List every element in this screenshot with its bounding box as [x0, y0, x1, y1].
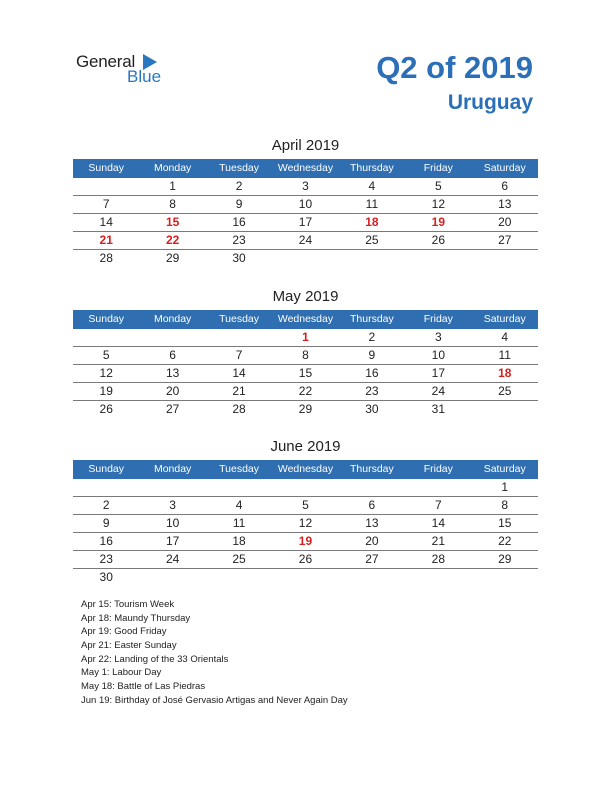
- day-cell: 7: [235, 348, 243, 362]
- empty-day-cell: [339, 479, 405, 496]
- day-cell: 17: [431, 366, 445, 380]
- day-cell: 24: [165, 552, 180, 566]
- day-cell: 28: [232, 402, 246, 416]
- empty-day-cell: [206, 329, 272, 346]
- day-cell: 15: [498, 516, 512, 530]
- day-cell: 1: [302, 330, 309, 344]
- empty-day-cell: [405, 479, 471, 496]
- weekday-monday: Monday: [153, 463, 192, 475]
- month-june: [73, 438, 538, 586]
- day-cell: 15: [298, 366, 313, 380]
- day-cell: 26: [298, 552, 313, 566]
- day-cell: 9: [368, 348, 376, 362]
- day-cell: 27: [498, 233, 512, 247]
- day-cell: 12: [298, 516, 313, 530]
- page-title: Q2 of 2019: [376, 50, 533, 85]
- weekday-thursday: Thursday: [350, 162, 394, 174]
- day-cell: 10: [431, 348, 445, 362]
- month-grid: [73, 329, 538, 418]
- empty-day-cell: [405, 569, 471, 586]
- day-cell: 27: [365, 552, 379, 566]
- day-cell: 21: [232, 384, 246, 398]
- weekday-wednesday: Wednesday: [277, 463, 334, 475]
- day-cell: 7: [434, 498, 442, 512]
- weekday-friday: Friday: [423, 162, 453, 174]
- day-cell: 4: [501, 330, 509, 344]
- empty-day-cell: [272, 479, 338, 496]
- day-cell: 12: [99, 366, 113, 380]
- week-row: [73, 196, 538, 214]
- day-cell: 31: [431, 402, 445, 416]
- month-title: April 2019: [271, 137, 340, 154]
- country-name: Uruguay: [447, 91, 533, 114]
- holiday-notes: [81, 598, 348, 708]
- day-cell: 16: [365, 366, 379, 380]
- day-cell: 22: [298, 384, 313, 398]
- day-cell: 19: [431, 215, 445, 229]
- week-row: [73, 401, 538, 418]
- empty-day-cell: [139, 329, 205, 346]
- day-cell: 26: [431, 233, 445, 247]
- day-cell: 6: [368, 498, 376, 512]
- day-cell: 8: [302, 348, 309, 362]
- weekday-header: [73, 310, 538, 329]
- day-cell: 20: [365, 534, 379, 548]
- logo-word-general: General: [76, 52, 136, 71]
- weekday-monday: Monday: [153, 313, 192, 325]
- day-cell: 25: [365, 233, 379, 247]
- day-cell: 1: [169, 179, 176, 193]
- day-cell: 5: [434, 179, 442, 193]
- holiday-note: May 1: Labour Day: [81, 667, 162, 679]
- day-cell: 18: [498, 366, 512, 380]
- day-cell: 9: [102, 516, 110, 530]
- weekday-saturday: Saturday: [483, 463, 526, 475]
- brand-logo: [76, 52, 186, 92]
- day-cell: 10: [298, 197, 313, 211]
- day-cell: 30: [232, 251, 246, 265]
- week-row: [73, 569, 538, 586]
- day-cell: 12: [431, 197, 445, 211]
- day-cell: 6: [169, 348, 176, 362]
- weekday-thursday: Thursday: [350, 313, 394, 325]
- day-cell: 19: [298, 534, 313, 548]
- empty-day-cell: [405, 250, 471, 267]
- holiday-note: May 18: Battle of Las Piedras: [81, 681, 206, 693]
- day-cell: 15: [165, 215, 180, 229]
- day-cell: 1: [501, 480, 509, 494]
- day-cell: 19: [99, 384, 113, 398]
- empty-day-cell: [139, 569, 205, 586]
- day-cell: 25: [498, 384, 512, 398]
- day-cell: 4: [235, 498, 243, 512]
- empty-day-cell: [206, 479, 272, 496]
- week-row: [73, 365, 538, 383]
- holiday-note: Jun 19: Birthday of José Gervasio Artigas and Never Again Day: [81, 694, 348, 706]
- day-cell: 5: [102, 348, 110, 362]
- day-cell: 14: [99, 215, 113, 229]
- week-row: [73, 250, 538, 267]
- week-row: [73, 533, 538, 551]
- day-cell: 3: [302, 179, 309, 193]
- day-cell: 11: [232, 516, 246, 530]
- day-cell: 17: [165, 534, 180, 548]
- month-may: [73, 288, 538, 418]
- empty-day-cell: [272, 250, 338, 267]
- day-cell: 4: [368, 179, 376, 193]
- weekday-thursday: Thursday: [350, 463, 394, 475]
- day-cell: 23: [365, 384, 379, 398]
- month-april: [73, 137, 538, 267]
- day-cell: 3: [169, 498, 176, 512]
- weekday-monday: Monday: [153, 162, 192, 174]
- weekday-sunday: Sunday: [88, 463, 125, 475]
- day-cell: 28: [99, 251, 113, 265]
- weekday-tuesday: Tuesday: [219, 313, 259, 325]
- week-row: [73, 329, 538, 347]
- week-row: [73, 347, 538, 365]
- week-row: [73, 214, 538, 232]
- weekday-saturday: Saturday: [483, 162, 526, 174]
- day-cell: 24: [431, 384, 445, 398]
- empty-day-cell: [272, 569, 338, 586]
- day-cell: 28: [431, 552, 445, 566]
- week-row: [73, 479, 538, 497]
- day-cell: 11: [498, 348, 511, 362]
- day-cell: 14: [232, 366, 246, 380]
- empty-day-cell: [73, 479, 139, 496]
- day-cell: 26: [99, 402, 113, 416]
- day-cell: 9: [235, 197, 243, 211]
- weekday-sunday: Sunday: [88, 162, 125, 174]
- day-cell: 20: [498, 215, 512, 229]
- week-row: [73, 497, 538, 515]
- day-cell: 30: [365, 402, 379, 416]
- week-row: [73, 383, 538, 401]
- empty-day-cell: [472, 250, 538, 267]
- week-row: [73, 232, 538, 250]
- day-cell: 18: [365, 215, 379, 229]
- week-row: [73, 515, 538, 533]
- day-cell: 6: [501, 179, 509, 193]
- empty-day-cell: [139, 479, 205, 496]
- logo-word-blue: Blue: [127, 67, 162, 86]
- empty-day-cell: [339, 250, 405, 267]
- day-cell: 13: [498, 197, 512, 211]
- day-cell: 16: [232, 215, 246, 229]
- month-title: May 2019: [272, 288, 339, 305]
- empty-day-cell: [472, 401, 538, 418]
- day-cell: 3: [434, 330, 442, 344]
- day-cell: 22: [165, 233, 180, 247]
- day-cell: 2: [368, 330, 376, 344]
- day-cell: 8: [169, 197, 176, 211]
- weekday-saturday: Saturday: [483, 313, 526, 325]
- day-cell: 29: [298, 402, 313, 416]
- day-cell: 5: [302, 498, 309, 512]
- empty-day-cell: [206, 569, 272, 586]
- day-cell: 2: [235, 179, 243, 193]
- weekday-wednesday: Wednesday: [277, 162, 334, 174]
- day-cell: 13: [365, 516, 379, 530]
- weekday-sunday: Sunday: [88, 313, 125, 325]
- empty-day-cell: [73, 329, 139, 346]
- month-title: June 2019: [270, 438, 341, 455]
- empty-day-cell: [472, 569, 538, 586]
- week-row: [73, 551, 538, 569]
- day-cell: 23: [99, 552, 113, 566]
- day-cell: 8: [501, 498, 509, 512]
- day-cell: 27: [165, 402, 180, 416]
- weekday-tuesday: Tuesday: [219, 162, 259, 174]
- week-row: [73, 178, 538, 196]
- month-grid: [73, 178, 538, 267]
- day-cell: 18: [232, 534, 246, 548]
- day-cell: 21: [431, 534, 445, 548]
- day-cell: 23: [232, 233, 246, 247]
- holiday-note: Apr 18: Maundy Thursday: [81, 612, 191, 624]
- empty-day-cell: [339, 569, 405, 586]
- day-cell: 7: [102, 197, 110, 211]
- weekday-header: [73, 159, 538, 178]
- holiday-note: Apr 19: Good Friday: [81, 626, 167, 638]
- holiday-note: Apr 21: Easter Sunday: [81, 640, 177, 652]
- weekday-header: [73, 460, 538, 479]
- day-cell: 24: [298, 233, 313, 247]
- day-cell: 16: [99, 534, 113, 548]
- day-cell: 30: [99, 570, 113, 584]
- day-cell: 21: [99, 233, 113, 247]
- day-cell: 14: [431, 516, 445, 530]
- day-cell: 20: [165, 384, 180, 398]
- weekday-wednesday: Wednesday: [277, 313, 334, 325]
- day-cell: 10: [165, 516, 180, 530]
- day-cell: 29: [165, 251, 180, 265]
- day-cell: 11: [365, 197, 379, 211]
- holiday-note: Apr 15: Tourism Week: [81, 599, 175, 610]
- day-cell: 17: [298, 215, 313, 229]
- day-cell: 22: [498, 534, 512, 548]
- weekday-friday: Friday: [423, 313, 453, 325]
- day-cell: 29: [498, 552, 512, 566]
- month-grid: [73, 479, 538, 586]
- holiday-note: Apr 22: Landing of the 33 Orientals: [81, 653, 229, 665]
- empty-day-cell: [73, 178, 139, 195]
- day-cell: 2: [102, 498, 110, 512]
- weekday-friday: Friday: [423, 463, 453, 475]
- day-cell: 25: [232, 552, 246, 566]
- weekday-tuesday: Tuesday: [219, 463, 259, 475]
- day-cell: 13: [165, 366, 180, 380]
